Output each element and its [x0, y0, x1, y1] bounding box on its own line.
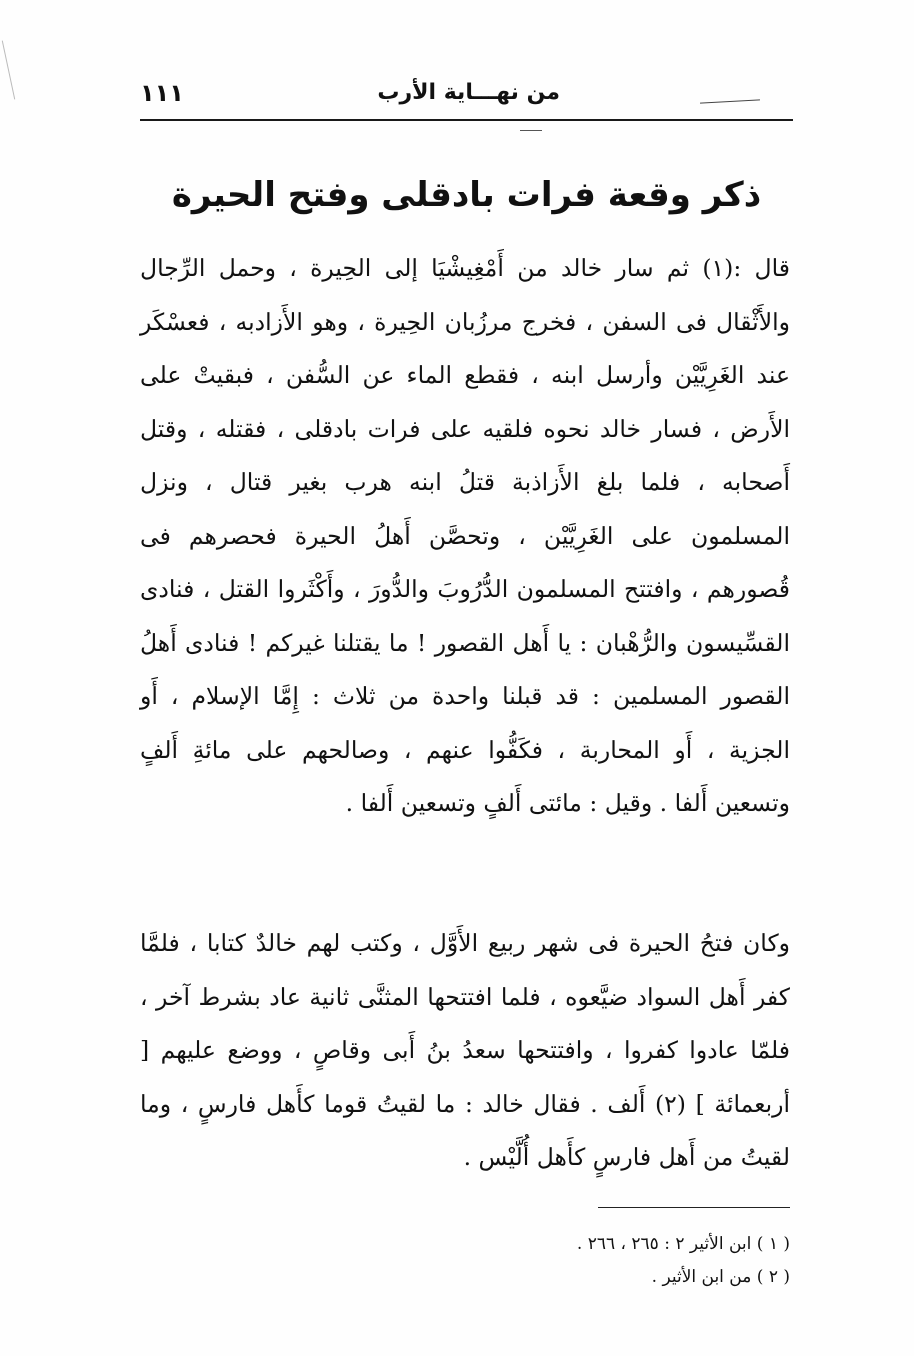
body-paragraph-1: قال :(١) ثم سار خالد من أَمْغِيشْيَا إلى الحِيرة ، وحمل الرِّجال والأَثْقال فى السفن ، فخرج مرزُبان الحِيرة ، وهو الأَزادبه ، فعسْكَر عند الغَرِيَّيْن وأرسل ابنه ، فقطع الماء عن السُّفن ، فبقيتْ على الأَرض ، فسار خالد نحوه فلقيه على فرات بادقلى ، فقتله ، وقتل أَصحابه ، فلما بلغ الأَزاذبة قتلُ ابنه هرب بغير قتال ، ونزل المسلمون على الغَرِيَّيْن ، وتحصَّن أَهلُ الحيرة فحصرهم فى قُصورهم ، وافتتح المسلمون الدُّرُوبَ والدُّورَ ، وأَكْثَروا القتل ، فنادى القسِّيسون والرُّهْبان : يا أَهل القصور ! ما يقتلنا غيركم ! فنادى أَهلُ القصور المسلمين : قد قبلنا واحدة من ثلاث : إِمَّا الإسلام ، أَو الجزية ، أَو المحاربة ، فكَفُّوا عنهم ، وصالحهم على مائةِ أَلفٍ وتسعين أَلفا . وقيل : مائتى أَلفٍ وتسعين أَلفا .	[140, 254, 790, 817]
footnote-rule	[598, 1207, 790, 1208]
header-rule	[140, 119, 793, 121]
body-paragraph-2: وكان فتحُ الحيرة فى شهر ربيع الأَوَّل ، وكتب لهم خالدٌ كتابا ، فلمَّا كفر أَهل السواد ضيَّعوه ، فلما افتتحها المثنَّى ثانية عاد بشرط آخر ، فلمّا عادوا كفروا ، وافتتحها سعدُ بنُ أَبى وقاصٍ ، ووضع عليهم [ أربعمائة ] (٢) أَلف . فقال خالد : ما لقيتُ قوما كأَهل فارسٍ ، وما لقيتُ من أَهل فارسٍ كأَهل أُلَّيْس .	[140, 929, 790, 1171]
footnote-2: ( ٢ ) من ابن الأثير .	[651, 1267, 790, 1287]
footnote-1: ( ١ ) ابن الأثير ٢ : ٢٦٥ ، ٢٦٦ .	[576, 1234, 790, 1254]
running-title: من نهـــاية الأرب	[377, 80, 560, 105]
page-number: ١١١	[140, 79, 184, 107]
footnotes	[440, 1228, 790, 1294]
running-header	[140, 75, 790, 115]
header-ink-tick	[520, 130, 542, 131]
section-heading: ذكر وقعة فرات بادقلى وفتح الحيرة	[171, 175, 762, 215]
margin-scratch	[2, 41, 15, 100]
